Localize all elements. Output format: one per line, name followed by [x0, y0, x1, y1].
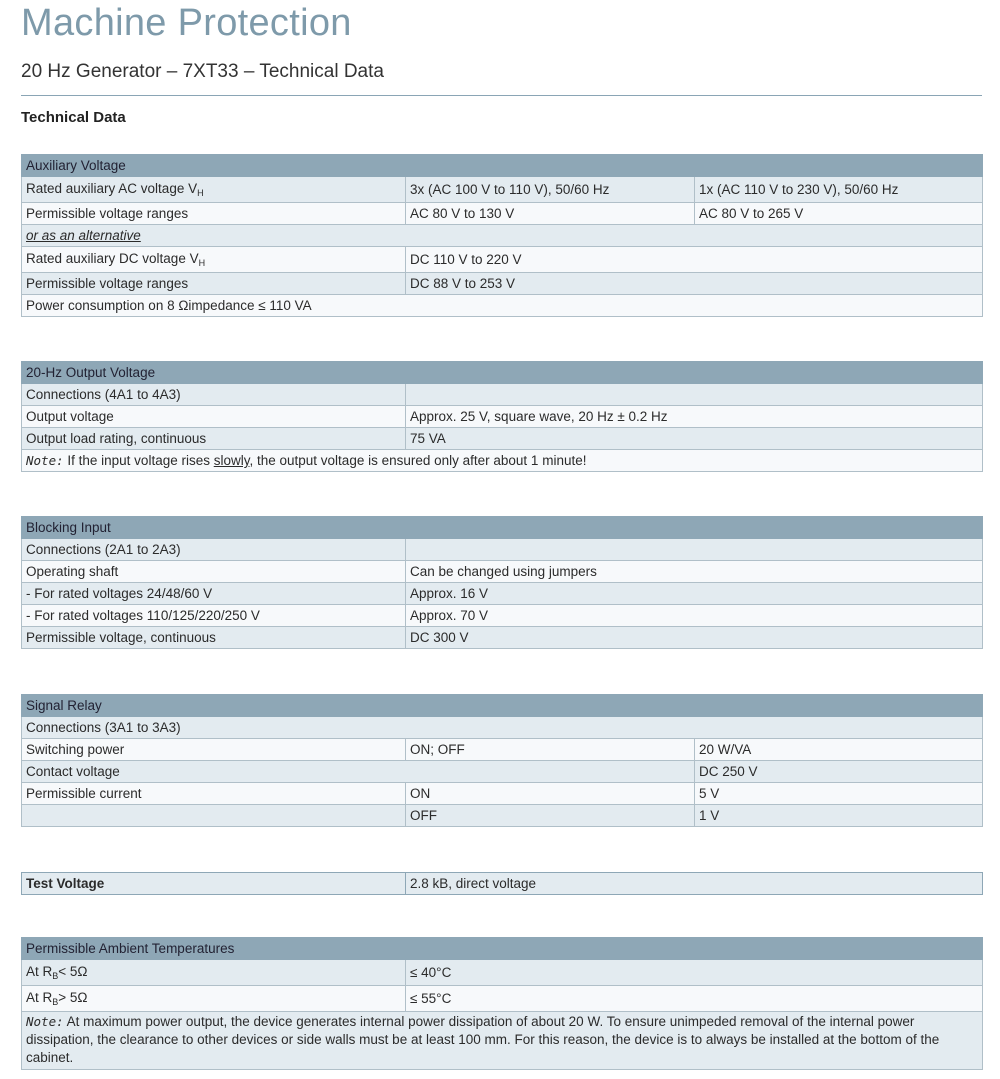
- table-cell-value: Approx. 70 V: [406, 605, 983, 627]
- table-cell-label: Contact voltage: [22, 761, 695, 783]
- table-cell-label: Permissible current: [22, 783, 406, 805]
- table-cell-value: [406, 384, 983, 406]
- table-cell-value: ≤ 40°C: [406, 960, 983, 986]
- test-voltage-table: [21, 872, 983, 895]
- table-cell-value: 5 V: [695, 783, 983, 805]
- output-voltage-table: [21, 361, 983, 472]
- table-cell-label: Connections (4A1 to 4A3): [22, 384, 406, 406]
- table-header: Auxiliary Voltage: [22, 155, 983, 177]
- table-cell-value: AC 80 V to 130 V: [406, 203, 695, 225]
- table-cell-label: Power consumption on 8 Ωimpedance ≤ 110 VA: [22, 295, 983, 317]
- table-cell-label: - For rated voltages 110/125/220/250 V: [22, 605, 406, 627]
- table-cell-label: - For rated voltages 24/48/60 V: [22, 583, 406, 605]
- signal-relay-table: [21, 694, 983, 827]
- table-cell-label: Permissible voltage ranges: [22, 273, 406, 295]
- table-cell-label: Rated auxiliary AC voltage $V_H$: [22, 177, 406, 203]
- table-cell-value: 75 VA: [406, 428, 983, 450]
- table-header: Blocking Input: [22, 517, 983, 539]
- ambient-temperature-table: [21, 937, 983, 1070]
- table-cell-label: Rated auxiliary DC voltage $V_H$: [22, 247, 406, 273]
- table-cell-label: [22, 805, 406, 827]
- table-cell-label: Output load rating, continuous: [22, 428, 406, 450]
- note-cell: Note: If the input voltage rises slowly, the output voltage is ensured only after about 1 minute!: [22, 450, 983, 472]
- table-cell-value: ON: [406, 783, 695, 805]
- page-title: Machine Protection: [21, 2, 352, 44]
- table-cell-value: 3x (AC 100 V to 110 V), 50/60 Hz: [406, 177, 695, 203]
- table-header: Signal Relay: [22, 695, 983, 717]
- blocking-input-table: [21, 516, 983, 649]
- section-heading: Technical Data: [21, 109, 126, 126]
- title-divider: [21, 95, 982, 96]
- table-cell-label: Connections (3A1 to 3A3): [22, 717, 983, 739]
- note-cell: Note: At maximum power output, the device generates internal power dissipation of about 20 W. To ensure unimpeded removal of the internal power dissipation, the clearance to other devices or side walls must be at least 100 mm. For this reason, the device is to always be installed at the bottom of the cabinet.: [22, 1012, 983, 1070]
- table-cell-value: Approx. 16 V: [406, 583, 983, 605]
- table-cell-value: DC 110 V to 220 V: [406, 247, 983, 273]
- table-cell-label: Operating shaft: [22, 561, 406, 583]
- table-cell-value: 20 W/VA: [695, 739, 983, 761]
- table-cell-value: ON; OFF: [406, 739, 695, 761]
- table-cell-label: Permissible voltage ranges: [22, 203, 406, 225]
- table-cell-label: At $R_B< 5\Omega$: [22, 960, 406, 986]
- table-header: 20-Hz Output Voltage: [22, 362, 983, 384]
- auxiliary-voltage-table: [21, 154, 983, 317]
- table-cell-value: Can be changed using jumpers: [406, 561, 983, 583]
- table-cell-value: 2.8 kB, direct voltage: [406, 873, 983, 895]
- table-cell-label: Switching power: [22, 739, 406, 761]
- table-cell-value: DC 88 V to 253 V: [406, 273, 983, 295]
- page-subtitle: 20 Hz Generator – 7XT33 – Technical Data: [21, 61, 384, 82]
- table-cell-label: At $R_B> 5\Omega$: [22, 986, 406, 1012]
- table-cell-value: Approx. 25 V, square wave, 20 Hz ± 0.2 Hz: [406, 406, 983, 428]
- table-cell-value: 1x (AC 110 V to 230 V), 50/60 Hz: [695, 177, 983, 203]
- table-cell-value: DC 250 V: [695, 761, 983, 783]
- table-cell-value: OFF: [406, 805, 695, 827]
- table-cell-value: [406, 539, 983, 561]
- table-cell-label: or as an alternative: [22, 225, 983, 247]
- table-cell-label: Output voltage: [22, 406, 406, 428]
- table-cell-value: 1 V: [695, 805, 983, 827]
- table-cell-value: ≤ 55°C: [406, 986, 983, 1012]
- table-cell-label: Test Voltage: [22, 873, 406, 895]
- table-header: Permissible Ambient Temperatures: [22, 938, 983, 960]
- table-cell-value: AC 80 V to 265 V: [695, 203, 983, 225]
- table-cell-label: Permissible voltage, continuous: [22, 627, 406, 649]
- table-cell-value: DC 300 V: [406, 627, 983, 649]
- table-cell-label: Connections (2A1 to 2A3): [22, 539, 406, 561]
